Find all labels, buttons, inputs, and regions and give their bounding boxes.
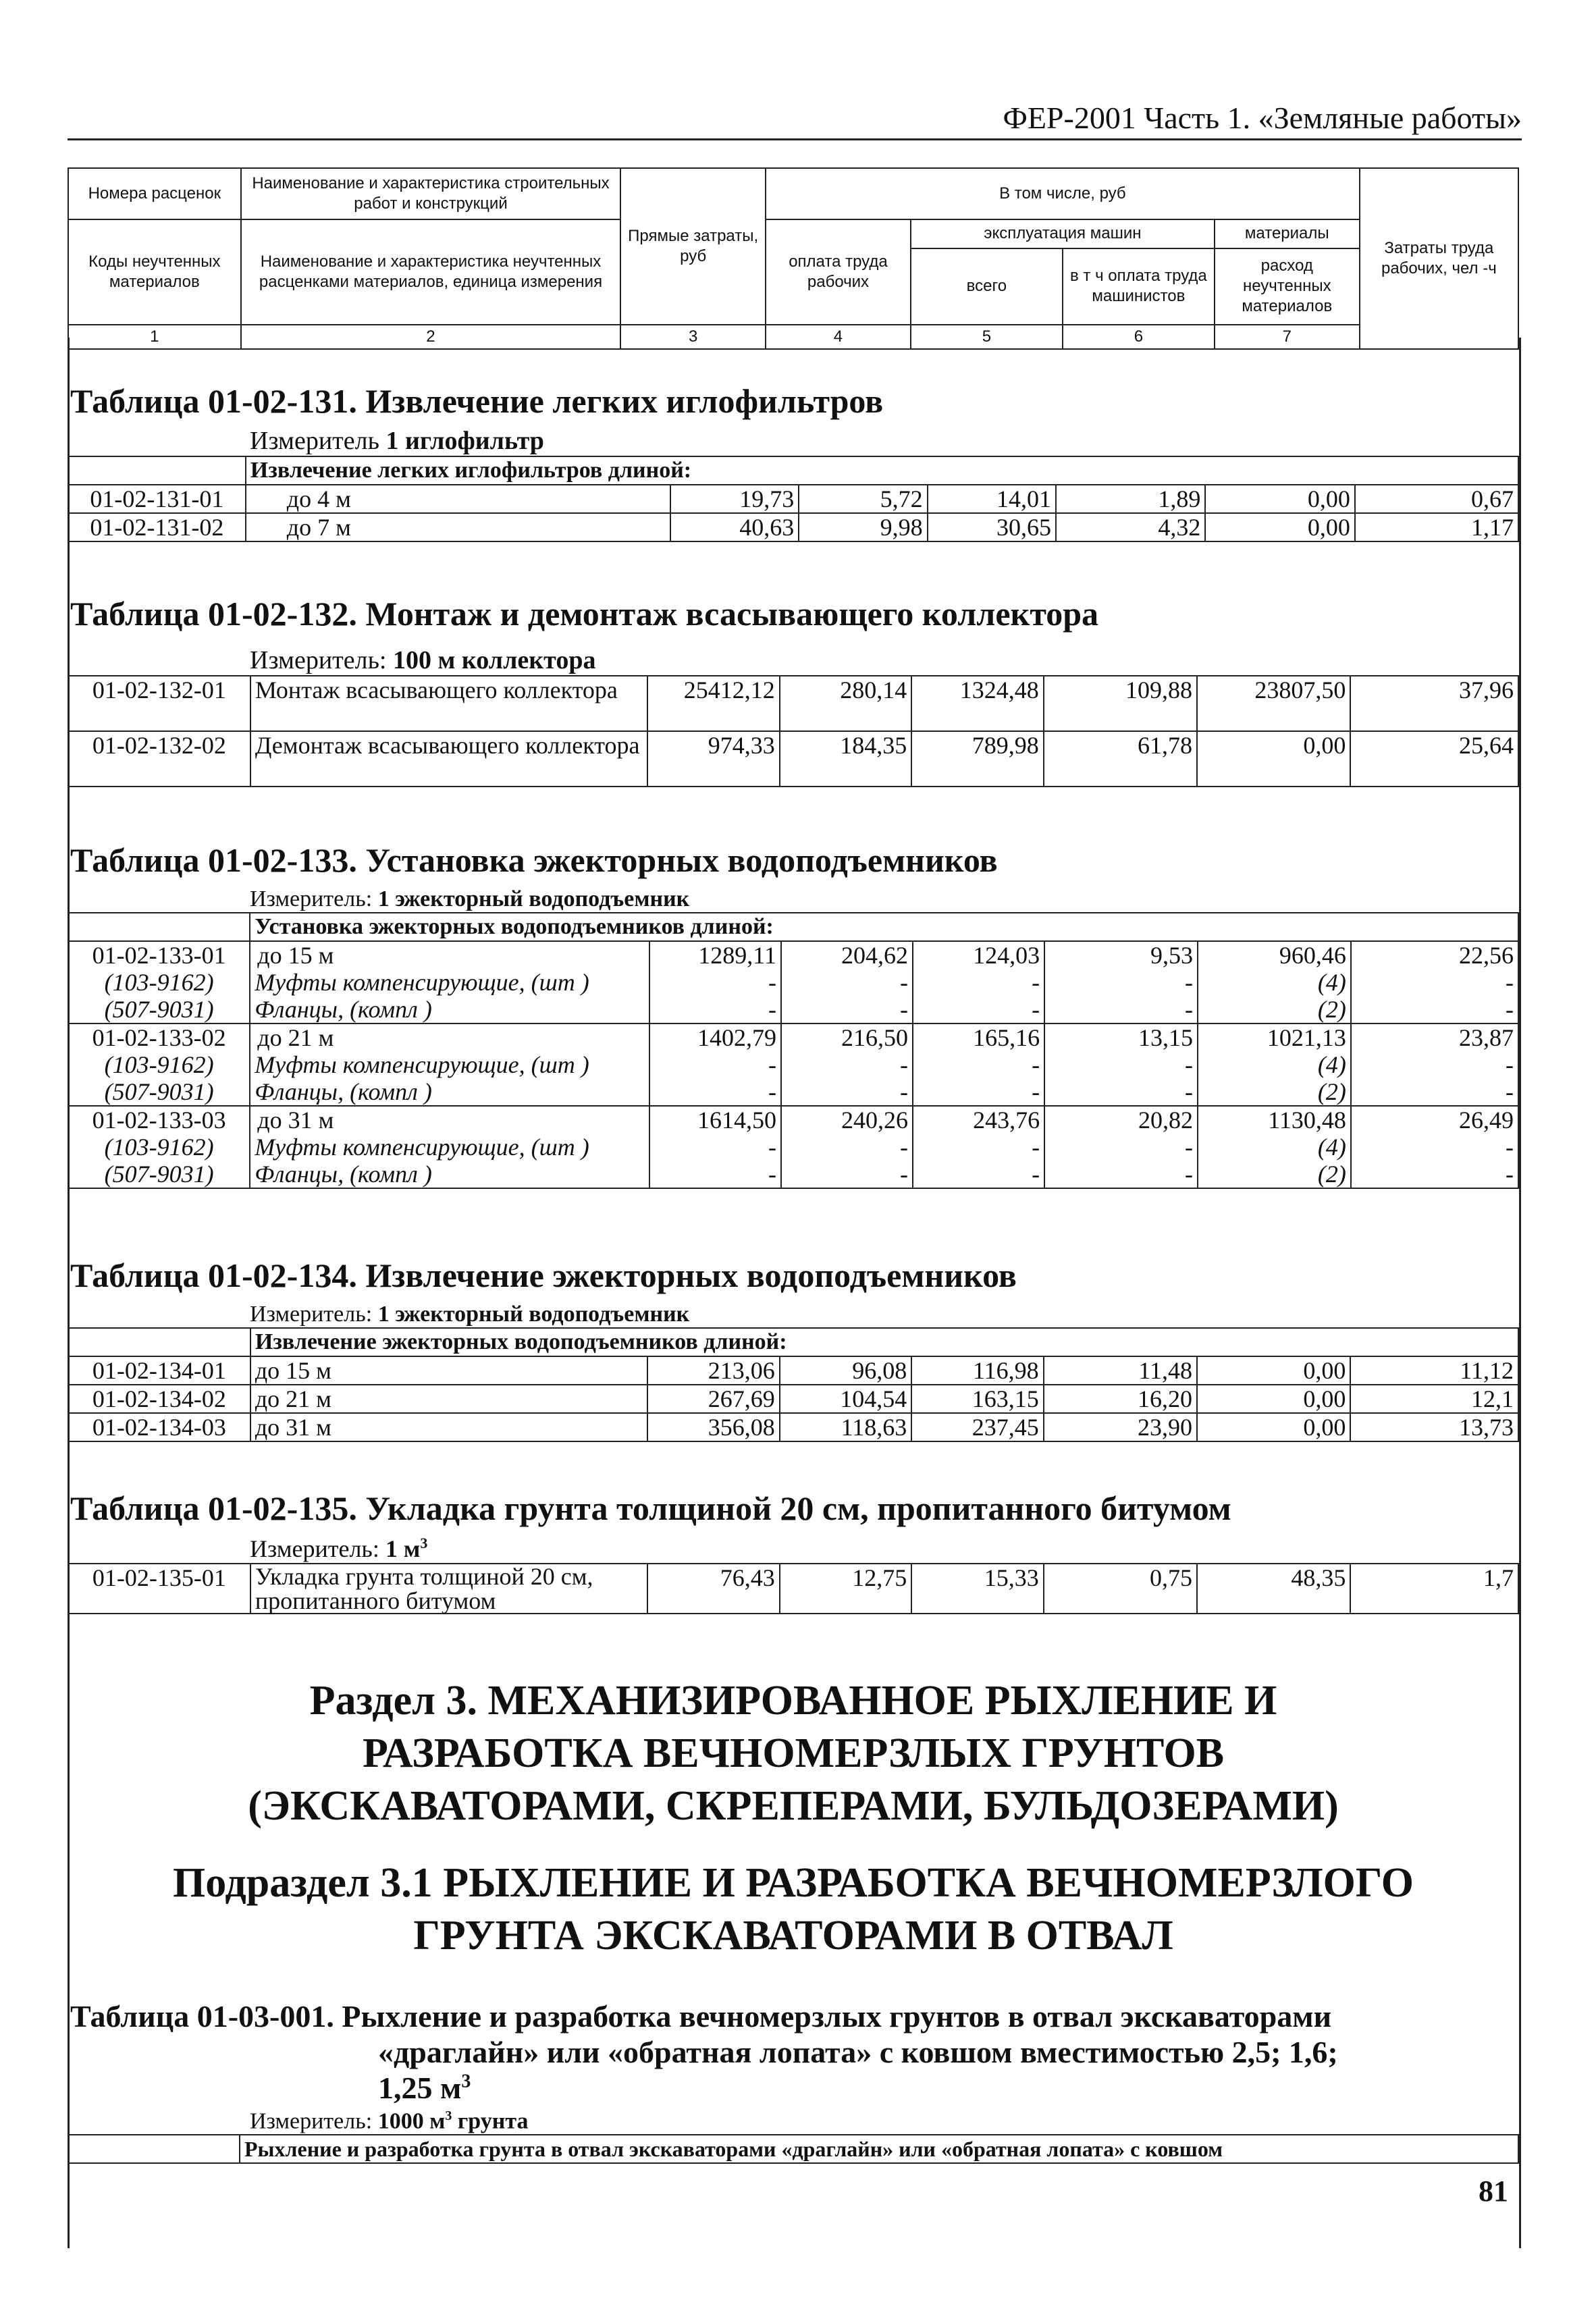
value-cell: 163,15 [911, 1385, 1043, 1413]
value-cell: - [781, 996, 913, 1023]
value-cell: 0,00 [1197, 1413, 1350, 1441]
value-cell: - [781, 1161, 913, 1188]
value-cell: 237,45 [911, 1413, 1043, 1441]
table-134 [68, 1256, 1519, 1442]
value-cell: 356,08 [647, 1413, 779, 1441]
value-cell: (2) [1198, 996, 1351, 1023]
material-row [68, 969, 1518, 996]
table-03-001-measure [250, 2108, 1519, 2134]
material-name: Муфты компенсирующие, (шт ) [250, 1051, 649, 1078]
table-133 [68, 841, 1519, 1189]
rate-code: 01-02-133-01 [68, 941, 250, 969]
value-cell: - [913, 996, 1044, 1023]
hdr-num: 3 [620, 325, 766, 349]
table-132 [68, 594, 1519, 787]
value-cell: 23,87 [1351, 1023, 1518, 1051]
material-name: Муфты компенсирующие, (шт ) [250, 1134, 649, 1161]
value-cell: - [913, 1161, 1044, 1188]
value-cell: 30,65 [928, 513, 1056, 541]
table-134-subhead: Извлечение эжекторных водоподъемников длиной: [250, 1328, 1518, 1356]
hdr-rate-numbers: Номера расценок [68, 168, 241, 219]
value-cell: 124,03 [913, 941, 1044, 969]
rate-code: 01-02-132-01 [68, 676, 250, 731]
measure-label: Измеритель: [250, 1535, 379, 1562]
table-03-001-title: Таблица 01-03-001. Рыхление и разработка вечномерзлых грунтов в отвал экскаваторами [70, 1999, 1332, 2033]
value-cell: 204,62 [781, 941, 913, 969]
value-cell: - [781, 1078, 913, 1106]
value-cell: 40,63 [670, 513, 799, 541]
value-cell: - [1044, 1134, 1198, 1161]
value-cell: 974,33 [647, 731, 779, 787]
value-cell: 11,12 [1350, 1356, 1518, 1385]
value-cell: (4) [1198, 969, 1351, 996]
hdr-num: 5 [911, 325, 1063, 349]
work-name: Монтаж всасывающего коллектора [250, 676, 648, 731]
rate-code: 01-02-134-02 [68, 1385, 250, 1413]
value-cell: 26,49 [1351, 1106, 1518, 1134]
value-cell: 0,75 [1044, 1564, 1197, 1614]
table-row [68, 676, 1518, 731]
value-cell: - [781, 1051, 913, 1078]
value-cell: 109,88 [1044, 676, 1197, 731]
value-cell: - [1351, 1161, 1518, 1188]
column-header-table [68, 167, 1519, 350]
hdr-num: 7 [1215, 325, 1360, 349]
work-name: до 21 м [250, 1385, 648, 1413]
running-head: ФЕР-2001 Часть 1. «Земляные работы» [1003, 101, 1522, 135]
value-cell: 11,48 [1044, 1356, 1197, 1385]
table-row [68, 1385, 1518, 1413]
value-cell: 243,76 [913, 1106, 1044, 1134]
value-cell: - [1044, 996, 1198, 1023]
measure-label: Измеритель: [250, 2108, 373, 2134]
value-cell: 1021,13 [1198, 1023, 1351, 1051]
work-name: до 31 м [250, 1413, 648, 1441]
table-133-subhead: Установка эжекторных водоподъемников длиной: [250, 913, 1518, 941]
work-name: до 4 м [246, 485, 670, 513]
value-cell: 13,15 [1044, 1023, 1198, 1051]
value-cell: 16,20 [1044, 1385, 1197, 1413]
table-row [68, 1356, 1518, 1385]
work-name: Демонтаж всасывающего коллектора [250, 731, 648, 787]
hdr-direct-costs: Прямые затраты, руб [620, 168, 766, 325]
value-cell: 76,43 [647, 1564, 779, 1614]
value-cell: (4) [1198, 1051, 1351, 1078]
value-cell: - [781, 1134, 913, 1161]
table-131-subhead: Извлечение легких иглофильтров длиной: [246, 456, 1518, 485]
material-row [68, 1051, 1518, 1078]
value-cell: 104,54 [780, 1385, 911, 1413]
material-code: (103-9162) [68, 969, 250, 996]
table-133-rows [68, 912, 1519, 1189]
measure-tail: грунта [457, 2108, 529, 2134]
hdr-material-codes: Коды неучтенных материалов [68, 219, 241, 325]
table-131 [68, 381, 1519, 542]
value-cell: 1,7 [1350, 1564, 1518, 1614]
measure-label: Измеритель [250, 427, 379, 455]
table-133-measure [250, 886, 1519, 912]
hdr-num: 2 [241, 325, 621, 349]
rate-code: 01-02-134-03 [68, 1413, 250, 1441]
table-135 [68, 1489, 1519, 1614]
rate-code: 01-02-131-01 [68, 485, 246, 513]
table-132-title: Таблица 01-02-132. Монтаж и демонтаж всасывающего коллектора [70, 595, 1099, 633]
hdr-materials: материалы [1215, 219, 1360, 248]
value-cell: - [649, 996, 781, 1023]
hdr-material-use: расход неучтенных материалов [1215, 248, 1360, 325]
table-134-title: Таблица 01-02-134. Извлечение эжекторных водоподъемников [70, 1256, 1017, 1294]
title-text: 1,25 м [378, 2071, 462, 2105]
hdr-material-names: Наименование и характеристика неучтенных расценками материалов, единица измерения [241, 219, 621, 325]
table-row [68, 1413, 1518, 1441]
value-cell: 116,98 [911, 1356, 1043, 1385]
value-cell: - [1044, 1051, 1198, 1078]
hdr-including: В том числе, руб [766, 168, 1360, 219]
measure-sup: 3 [420, 1535, 428, 1551]
value-cell: 0,00 [1205, 485, 1354, 513]
hdr-work-name: Наименование и характеристика строительных работ и конструкций [241, 168, 621, 219]
value-cell: 165,16 [913, 1023, 1044, 1051]
value-cell: - [649, 1134, 781, 1161]
value-cell: - [913, 1134, 1044, 1161]
measure-sup: 3 [445, 2108, 452, 2123]
measure-value: 1 иглофильтр [385, 427, 544, 455]
value-cell: - [1351, 969, 1518, 996]
value-cell: - [649, 1078, 781, 1106]
value-cell: - [781, 969, 913, 996]
material-row [68, 1134, 1518, 1161]
value-cell: - [1351, 1051, 1518, 1078]
value-cell: (4) [1198, 1134, 1351, 1161]
value-cell: 5,72 [799, 485, 927, 513]
value-cell: 0,67 [1355, 485, 1518, 513]
value-cell: 25412,12 [647, 676, 779, 731]
table-135-rows [68, 1563, 1519, 1614]
value-cell: - [1351, 1078, 1518, 1106]
material-row [68, 1161, 1518, 1188]
table-row [68, 1106, 1518, 1134]
work-name: до 21 м [250, 1023, 649, 1051]
value-cell: - [1044, 969, 1198, 996]
material-code: (507-9031) [68, 1161, 250, 1188]
rate-code: 01-02-135-01 [68, 1564, 250, 1614]
table-132-measure [250, 645, 1519, 675]
value-cell: - [649, 1161, 781, 1188]
hdr-machines-total: всего [911, 248, 1063, 325]
rate-code: 01-02-133-03 [68, 1106, 250, 1134]
value-cell: 12,1 [1350, 1385, 1518, 1413]
table-03-001-title-line3 [378, 2070, 1519, 2106]
value-cell: 184,35 [780, 731, 911, 787]
empty-cell [68, 2135, 240, 2163]
value-cell: 240,26 [781, 1106, 913, 1134]
measure-label: Измеритель: [250, 886, 373, 911]
value-cell: 1614,50 [649, 1106, 781, 1134]
hdr-machines: эксплуатация машин [911, 219, 1215, 248]
hdr-labor-costs: Затраты труда рабочих, чел -ч [1360, 168, 1518, 349]
work-name: до 15 м [250, 941, 649, 969]
measure-value: 1 м [385, 1535, 421, 1562]
value-cell: 216,50 [781, 1023, 913, 1051]
value-cell: 96,08 [780, 1356, 911, 1385]
value-cell: 9,98 [799, 513, 927, 541]
value-cell: 118,63 [780, 1413, 911, 1441]
value-cell: 960,46 [1198, 941, 1351, 969]
value-cell: - [649, 1051, 781, 1078]
value-cell: - [1351, 996, 1518, 1023]
hdr-worker-pay: оплата труда рабочих [766, 219, 911, 325]
table-131-title: Таблица 01-02-131. Извлечение легких иглофильтров [70, 382, 884, 420]
table-03-001 [68, 1998, 1519, 2164]
material-code: (507-9031) [68, 1078, 250, 1106]
table-row [68, 731, 1518, 787]
table-131-rows [68, 456, 1519, 542]
measure-value: 100 м коллектора [393, 646, 596, 674]
material-name: Муфты компенсирующие, (шт ) [250, 969, 649, 996]
value-cell: - [1351, 1134, 1518, 1161]
material-name: Фланцы, (компл ) [250, 1161, 649, 1188]
work-name: до 31 м [250, 1106, 649, 1134]
value-cell: 280,14 [780, 676, 911, 731]
value-cell: 267,69 [647, 1385, 779, 1413]
value-cell: 1130,48 [1198, 1106, 1351, 1134]
rate-code: 01-02-133-02 [68, 1023, 250, 1051]
value-cell: 14,01 [928, 485, 1056, 513]
table-133-title: Таблица 01-02-133. Установка эжекторных водоподъемников [70, 841, 998, 879]
empty-cell [68, 456, 246, 485]
table-03-001-subhead: Рыхление и разработка грунта в отвал экскаваторами «драглайн» или «обратная лопата» с ковшом [240, 2135, 1518, 2163]
value-cell: 23807,50 [1197, 676, 1350, 731]
value-cell: - [913, 1051, 1044, 1078]
value-cell: 789,98 [911, 731, 1043, 787]
empty-cell [68, 1328, 250, 1356]
value-cell: - [1044, 1161, 1198, 1188]
hdr-num: 1 [68, 325, 241, 349]
rate-code: 01-02-134-01 [68, 1356, 250, 1385]
value-cell: 1289,11 [649, 941, 781, 969]
work-name: Укладка грунта толщиной 20 см, пропитанного битумом [250, 1564, 648, 1614]
value-cell: 15,33 [911, 1564, 1043, 1614]
table-row [68, 941, 1518, 969]
value-cell: 1,89 [1056, 485, 1205, 513]
value-cell: 1402,79 [649, 1023, 781, 1051]
table-row [68, 485, 1518, 513]
value-cell: 19,73 [670, 485, 799, 513]
value-cell: 0,00 [1197, 1356, 1350, 1385]
value-cell: 13,73 [1350, 1413, 1518, 1441]
table-134-rows [68, 1327, 1519, 1442]
value-cell: (2) [1198, 1161, 1351, 1188]
value-cell: - [1044, 1078, 1198, 1106]
value-cell: 0,00 [1197, 731, 1350, 787]
table-row [68, 1023, 1518, 1051]
material-name: Фланцы, (компл ) [250, 1078, 649, 1106]
value-cell: (2) [1198, 1078, 1351, 1106]
material-code: (103-9162) [68, 1051, 250, 1078]
work-name: до 15 м [250, 1356, 648, 1385]
title-sup: 3 [461, 2071, 471, 2092]
value-cell: 1324,48 [911, 676, 1043, 731]
table-134-measure [250, 1302, 1519, 1327]
subsection-3-1-title: Подраздел 3.1 РЫХЛЕНИЕ И РАЗРАБОТКА ВЕЧНОМЕРЗЛОГО ГРУНТА ЭКСКАВАТОРАМИ В ОТВАЛ [172, 1860, 1414, 1959]
value-cell: 9,53 [1044, 941, 1198, 969]
measure-value: 1 эжекторный водоподъемник [377, 886, 690, 911]
section-3-title: Раздел 3. МЕХАНИЗИРОВАННОЕ РЫХЛЕНИЕ И РАЗРАБОТКА ВЕЧНОМЕРЗЛЫХ ГРУНТОВ (ЭКСКАВАТОРАМИ, СКРЕПЕРАМИ, БУЛЬДОЗЕРАМИ) [248, 1678, 1339, 1829]
table-135-title: Таблица 01-02-135. Укладка грунта толщиной 20 см, пропитанного битумом [70, 1489, 1231, 1527]
measure-value: 1000 м [377, 2108, 446, 2134]
value-cell: 1,17 [1355, 513, 1518, 541]
value-cell: 37,96 [1350, 676, 1518, 731]
measure-label: Измеритель: [250, 646, 387, 674]
empty-cell [68, 913, 250, 941]
measure-label: Измеритель: [250, 1302, 373, 1327]
material-code: (507-9031) [68, 996, 250, 1023]
rate-code: 01-02-132-02 [68, 731, 250, 787]
value-cell: 20,82 [1044, 1106, 1198, 1134]
value-cell: 0,00 [1205, 513, 1354, 541]
table-03-001-title-line2: «драглайн» или «обратная лопата» с ковшом вместимостью 2,5; 1,6; [378, 2035, 1338, 2069]
value-cell: 0,00 [1197, 1385, 1350, 1413]
value-cell: 213,06 [647, 1356, 779, 1385]
material-row [68, 1078, 1518, 1106]
material-code: (103-9162) [68, 1134, 250, 1161]
value-cell: - [649, 969, 781, 996]
material-name: Фланцы, (компл ) [250, 996, 649, 1023]
value-cell: 22,56 [1351, 941, 1518, 969]
hdr-num: 6 [1063, 325, 1215, 349]
value-cell: - [913, 1078, 1044, 1106]
page-number: 81 [1479, 2175, 1508, 2208]
table-132-rows [68, 675, 1519, 787]
work-name: до 7 м [246, 513, 670, 541]
value-cell: 25,64 [1350, 731, 1518, 787]
hdr-operator-pay: в т ч оплата труда машинистов [1063, 248, 1215, 325]
value-cell: 61,78 [1044, 731, 1197, 787]
value-cell: 4,32 [1056, 513, 1205, 541]
table-row [68, 513, 1518, 541]
value-cell: 12,75 [780, 1564, 911, 1614]
table-03-001-rows [68, 2134, 1519, 2164]
hdr-num: 4 [766, 325, 911, 349]
table-131-measure [250, 426, 1519, 456]
table-row [68, 1564, 1518, 1614]
value-cell: 23,90 [1044, 1413, 1197, 1441]
value-cell: 48,35 [1197, 1564, 1350, 1614]
header-rule [68, 138, 1522, 140]
material-row [68, 996, 1518, 1023]
rate-code: 01-02-131-02 [68, 513, 246, 541]
measure-value: 1 эжекторный водоподъемник [377, 1302, 690, 1327]
table-135-measure [250, 1535, 1519, 1563]
value-cell: - [913, 969, 1044, 996]
